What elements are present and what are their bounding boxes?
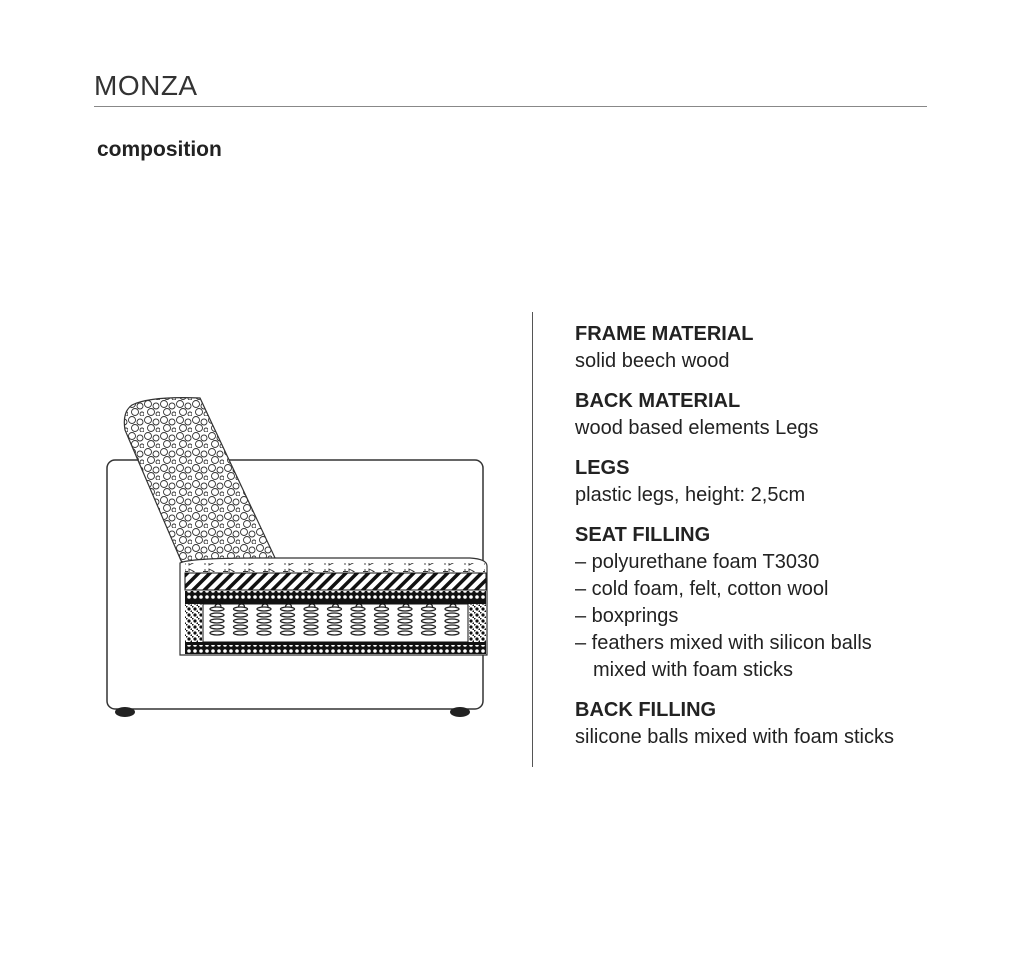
seat-cushion: [180, 558, 487, 655]
spec-heading: FRAME MATERIAL: [575, 323, 754, 345]
vertical-divider: [532, 312, 533, 767]
spec-heading: BACK MATERIAL: [575, 390, 741, 412]
spec-value: plastic legs, height: 2,5cm: [575, 484, 806, 506]
spec-back-filling: [575, 697, 894, 751]
section-subtitle: composition: [97, 138, 222, 161]
spec-value: – polyurethane foam T3030: [575, 551, 820, 573]
spec-value-continuation: mixed with foam sticks: [593, 659, 794, 681]
spec-legs: [575, 455, 894, 509]
spec-heading: SEAT FILLING: [575, 524, 711, 546]
specifications-list: [575, 321, 894, 764]
spec-value: silicone balls mixed with foam sticks: [575, 726, 894, 748]
spec-heading: LEGS: [575, 457, 630, 479]
spec-seat-filling: [575, 522, 894, 684]
product-title: MONZA: [94, 70, 198, 101]
spec-heading: BACK FILLING: [575, 699, 717, 721]
spec-value: wood based elements Legs: [575, 417, 819, 439]
sofa-leg-left: [115, 707, 135, 717]
spec-value: – cold foam, felt, cotton wool: [575, 578, 829, 600]
spec-value: solid beech wood: [575, 350, 730, 372]
spec-value: – boxprings: [575, 605, 679, 627]
spec-frame-material: [575, 321, 894, 375]
sofa-leg-right: [450, 707, 470, 717]
spec-value: – feathers mixed with silicon balls: [575, 632, 872, 654]
spec-back-material: [575, 388, 894, 442]
